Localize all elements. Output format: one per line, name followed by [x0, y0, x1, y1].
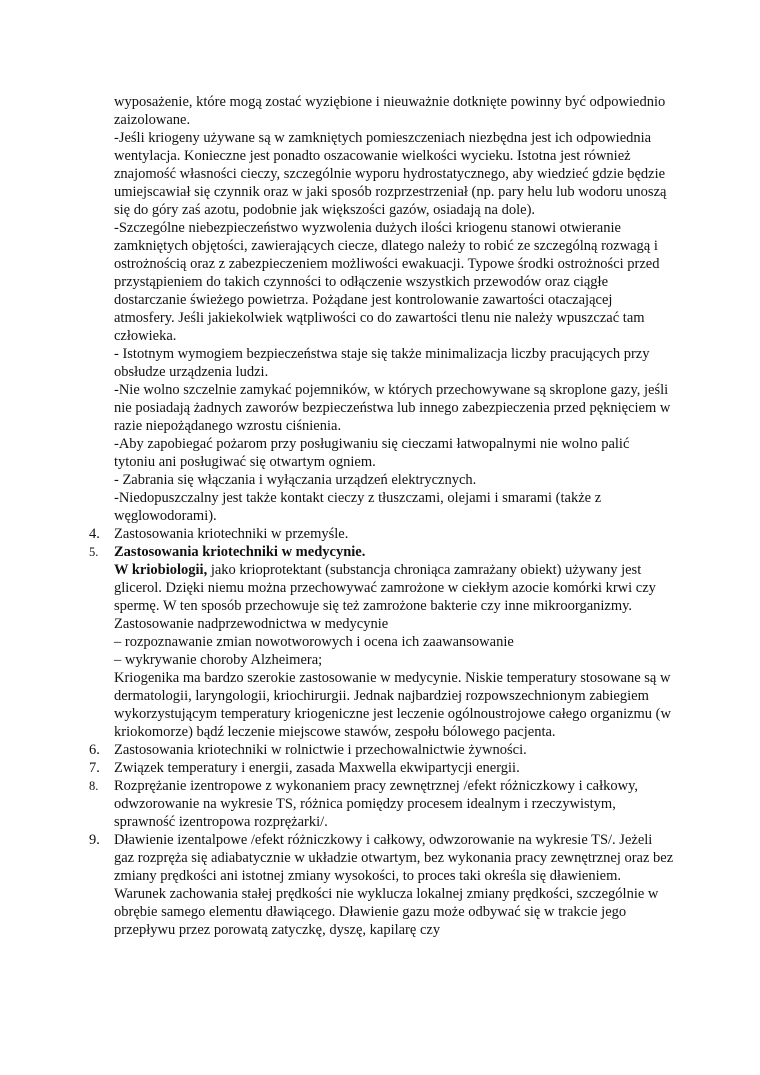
list-number: 5.	[89, 545, 99, 559]
list-item-8	[89, 777, 674, 831]
list-number: 8.	[89, 779, 99, 793]
dash-item: – wykrywanie choroby Alzheimera;	[114, 652, 323, 668]
paragraph-cryobiology	[114, 561, 674, 615]
paragraph-text: jako krioprotektant (substancja chroniąca zamrażany obiekt) używany jest glicerol. Dzięki niemu można przechowywać zamrożone w ciekłym azocie komórki krwi czy spermę. W ten sposób przechowuje się też zamrożone bakterie czy inne mikroorganizmy.	[114, 562, 656, 614]
bold-lead: W kriobiologii,	[114, 562, 208, 578]
list-number: 6.	[89, 742, 100, 758]
list-item-text: Zastosowania kriotechniki w rolnictwie i przechowalnictwie żywności.	[114, 742, 527, 758]
paragraph-electrical-devices: - Zabrania się włączania i wyłączania urządzeń elektrycznych.	[114, 472, 477, 488]
paragraph-insulation: wyposażenie, które mogą zostać wyziębione i nieuważnie dotknięte powinny być odpowiednio zaizolowane.	[114, 94, 666, 128]
list-number: 9.	[89, 832, 100, 848]
paragraph-ventilation: -Jeśli kriogeny używane są w zamkniętych pomieszczeniach niezbędna jest ich odpowiednia wentylacja. Konieczne jest ponadto oszacowanie wielkości wycieku. Istotna jest również znajomość własności cieczy, szczególnie wyporu hydrostatycznego, aby wiedzieć gdzie będzie umiejscawiał się czynnik oraz w jaki sposób rozprzestrzeniał (np. pary helu lub wodoru unoszą się do góry zaś azotu, podobnie jak większości gazów, osiadają na dole).	[114, 130, 667, 218]
list-item-7	[89, 759, 674, 777]
paragraph-opening-volumes: -Szczególne niebezpieczeństwo wyzwolenia dużych ilości kriogenu stanowi otwieranie zamkniętych objętości, zawierających ciecze, dlatego należy to robić ze szczególną rozwagą i ostrożnością oraz z zabezpieczeniem możliwości ewakuacji. Typowe środki ostrożności przed przystąpieniem do takich czynności to odłączenie wszystkich przewodów oraz ciągłe dostarczanie świeżego powietrza. Pożądane jest kontrolowanie zawartości otaczającej atmosfery. Jeśli jakiekolwiek wątpliwości co do zawartości tlenu nie należy wpuszczać tam człowieka.	[114, 220, 660, 344]
list-item-9	[89, 831, 674, 939]
paragraph-cryogenics-medicine: Kriogenika ma bardzo szerokie zastosowanie w medycynie. Niskie temperatury stosowane są w dermatologii, laryngologii, kriochirurgii. Jednak najbardziej rozpowszechnionym zabiegiem wykorzystującym temperatury kriogeniczne jest leczenie ogólnoustrojowe całego organizmu (w kriokomorze) bądź leczenie miejscowe stawów, zespołu bólowego pacjenta.	[114, 670, 671, 740]
list-number: 7.	[89, 760, 100, 776]
list-item-text: Zastosowania kriotechniki w przemyśle.	[114, 526, 349, 542]
paragraph-closed-containers: -Nie wolno szczelnie zamykać pojemników, w których przechowywane są skroplone gazy, jeśli nie posiadają żadnych zaworów bezpieczeństwa lub innego zabezpieczenia przed pęknięciem w razie niepożądanego wzrostu ciśnienia.	[114, 382, 671, 434]
list-item-text: Rozprężanie izentropowe z wykonaniem pracy zewnętrznej /efekt różniczkowy i całkowy, odwzorowanie na wykresie TS, różnica pomiędzy procesem idealnym i rzeczywistym, sprawność izentropowa rozprężarki/.	[114, 778, 639, 830]
list-item-6	[89, 741, 674, 759]
section-heading: Zastosowania kriotechniki w medycynie.	[114, 544, 366, 560]
list-item-text: Dławienie izentalpowe /efekt różniczkowy i całkowy, odwzorowanie na wykresie TS/. Jeżeli gaz rozpręża się adiabatycznie w układzie otwartym, bez wykonania pracy zewnętrznej oraz bez zmiany prędkości ani istotnej zmiany wysokości, to proces taki określa się dławieniem. Warunek zachowania stałej prędkości nie wyklucza lokalnej zmiany prędkości, szczególnie w obrębie samego elementu dławiącego. Dławienie gazu może odbywać się w trakcie jego przepływu przez porowatą zatyczkę, dyszę, kapilarę czy	[114, 832, 674, 938]
list-item-5	[89, 543, 674, 741]
list-item-4	[89, 525, 674, 543]
list-number: 4.	[89, 526, 100, 542]
document-page	[89, 93, 674, 939]
paragraph-grease-contact: -Niedopuszczalny jest także kontakt cieczy z tłuszczami, olejami i smarami (także z węglowodorami).	[114, 490, 602, 524]
paragraph-fire-prevention: -Aby zapobiegać pożarom przy posługiwaniu się cieczami łatwopalnymi nie wolno palić tytoniu ani posługiwać się otwartym ogniem.	[114, 436, 630, 470]
paragraph-superconductivity: Zastosowanie nadprzewodnictwa w medycynie	[114, 616, 389, 632]
dash-item: – rozpoznawanie zmian nowotworowych i ocena ich zaawansowanie	[114, 634, 514, 650]
paragraph-minimize-staff: - Istotnym wymogiem bezpieczeństwa staje się także minimalizacja liczby pracujących przy obsłudze urządzenia ludzi.	[114, 346, 650, 380]
numbered-list	[89, 525, 674, 939]
list-item-text: Związek temperatury i energii, zasada Maxwella ekwipartycji energii.	[114, 760, 520, 776]
